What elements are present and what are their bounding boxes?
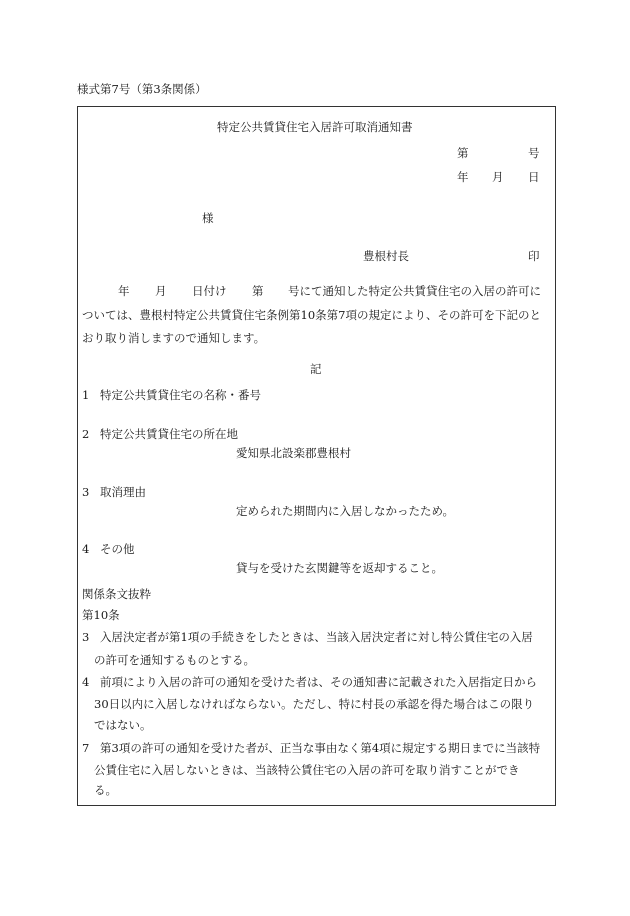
- clause-7-line-1: 第3項の許可の通知を受けた者が、正当な事由なく第4項に規定する期日までに当該特: [100, 741, 541, 755]
- item-2-value: 愛知県北設楽郡豊根村: [236, 446, 351, 460]
- item-2-label: 特定公共賃貸住宅の所在地: [100, 427, 238, 441]
- body-year: 年: [118, 284, 130, 298]
- clause-3-line-1: 入居決定者が第1項の手続きをしたときは、当該入居決定者に対し特公賃住宅の入居: [100, 630, 533, 644]
- date-day: 日: [528, 170, 540, 184]
- document-title: 特定公共賃貸住宅入居許可取消通知書: [217, 120, 413, 134]
- number-prefix: 第: [457, 146, 469, 160]
- clause-4-line-2: 30日以内に入居しなければならない。ただし、特に村長の承認を得た場合はこの限り: [94, 697, 535, 711]
- date-year: 年: [457, 170, 469, 184]
- clause-4-line-1: 前項により入居の許可の通知を受けた者は、その通知書に記載された入居指定日から: [100, 675, 537, 689]
- sender-name: 豊根村長: [363, 249, 409, 263]
- body-month: 月: [155, 284, 167, 298]
- item-3-num: 3: [82, 485, 90, 499]
- body-day-issued: 日付け: [192, 284, 227, 298]
- clause-4-line-3: ではない。: [94, 718, 152, 732]
- clause-4-num: 4: [82, 675, 90, 689]
- body-line-3: おり取り消しますので通知します。: [82, 331, 266, 345]
- clause-7-line-3: る。: [94, 783, 117, 797]
- clause-7-num: 7: [82, 741, 90, 755]
- item-4-num: 4: [82, 542, 90, 556]
- body-num-prefix: 第: [252, 284, 264, 298]
- clause-7-line-2: 公賃住宅に入居しないときは、当該特公賃住宅の入居の許可を取り消すことができ: [94, 763, 520, 777]
- item-4-label: その他: [100, 542, 135, 556]
- excerpt-article: 第10条: [82, 608, 120, 622]
- clause-3-line-2: の許可を通知するものとする。: [94, 653, 255, 667]
- number-suffix: 号: [528, 146, 540, 160]
- ki-marker: 記: [310, 362, 322, 376]
- form-label: 様式第7号（第3条関係）: [77, 82, 207, 96]
- clause-3-num: 3: [82, 630, 90, 644]
- item-4-value: 貸与を受けた玄関鍵等を返却すること。: [236, 561, 443, 575]
- seal-mark: 印: [528, 249, 540, 263]
- date-month: 月: [492, 170, 504, 184]
- item-3-label: 取消理由: [100, 485, 146, 499]
- body-line-1: 号にて通知した特定公共賃貸住宅の入居の許可に: [288, 284, 541, 298]
- excerpt-heading: 関係条文抜粋: [82, 587, 151, 601]
- addressee-suffix: 様: [202, 211, 214, 225]
- body-line-2: ついては、豊根村特定公共賃貸住宅条例第10条第7項の規定により、その許可を下記のと: [82, 308, 541, 322]
- item-1-num: 1: [82, 388, 90, 402]
- item-1-label: 特定公共賃貸住宅の名称・番号: [100, 388, 261, 402]
- item-3-value: 定められた期間内に入居しなかったため。: [236, 504, 455, 518]
- item-2-num: 2: [82, 427, 90, 441]
